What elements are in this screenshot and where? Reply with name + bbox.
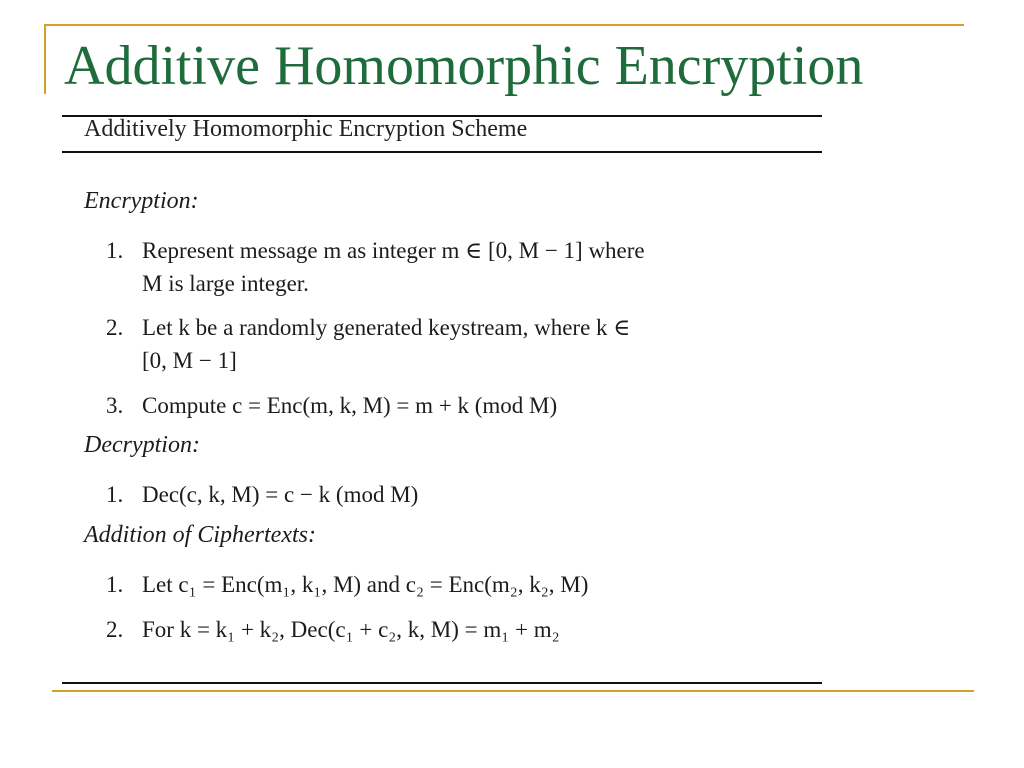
addition-step-2 bbox=[106, 613, 806, 646]
step-number: 1. bbox=[106, 572, 124, 597]
step-number: 2. bbox=[106, 315, 124, 340]
addition-step-1 bbox=[106, 568, 806, 601]
encryption-step-3 bbox=[106, 389, 806, 422]
frame-top-rule bbox=[44, 24, 964, 26]
step-text-line1: Dec(c, k, M) = c − k (mod M) bbox=[142, 482, 419, 507]
step-text-line1: Let c₁ = Enc(m₁, k₁, M) and c₂ = Enc(m₂, k₂, M) bbox=[142, 572, 589, 597]
step-text-line1: Represent message m as integer m ∈ [0, M − 1] where bbox=[142, 238, 645, 263]
addition-label: Addition of Ciphertexts: bbox=[84, 522, 316, 548]
step-text-line2: M is large integer. bbox=[142, 271, 309, 296]
decryption-step-1 bbox=[106, 478, 806, 511]
scheme-heading: Additively Homomorphic Encryption Scheme bbox=[84, 116, 528, 142]
decryption-label: Decryption: bbox=[84, 432, 200, 458]
encryption-label: Encryption: bbox=[84, 188, 199, 214]
frame-left-rule bbox=[44, 24, 46, 94]
step-text-line1: Compute c = Enc(m, k, M) = m + k (mod M) bbox=[142, 393, 558, 418]
frame-bottom-rule bbox=[52, 690, 974, 692]
step-text-line1: Let k be a randomly generated keystream, where k ∈ bbox=[142, 315, 631, 340]
scheme-bottom-rule bbox=[62, 682, 822, 684]
scheme-heading-rule bbox=[62, 151, 822, 153]
encryption-step-2 bbox=[106, 311, 806, 377]
step-number: 2. bbox=[106, 617, 124, 642]
step-number: 3. bbox=[106, 393, 124, 418]
step-number: 1. bbox=[106, 238, 124, 263]
step-number: 1. bbox=[106, 482, 124, 507]
slide-title: Additive Homomorphic Encryption bbox=[64, 35, 864, 97]
step-text-line1: For k = k₁ + k₂, Dec(c₁ + c₂, k, M) = m₁ + m₂ bbox=[142, 617, 560, 642]
encryption-step-1 bbox=[106, 234, 806, 300]
step-text-line2: [0, M − 1] bbox=[142, 348, 237, 373]
